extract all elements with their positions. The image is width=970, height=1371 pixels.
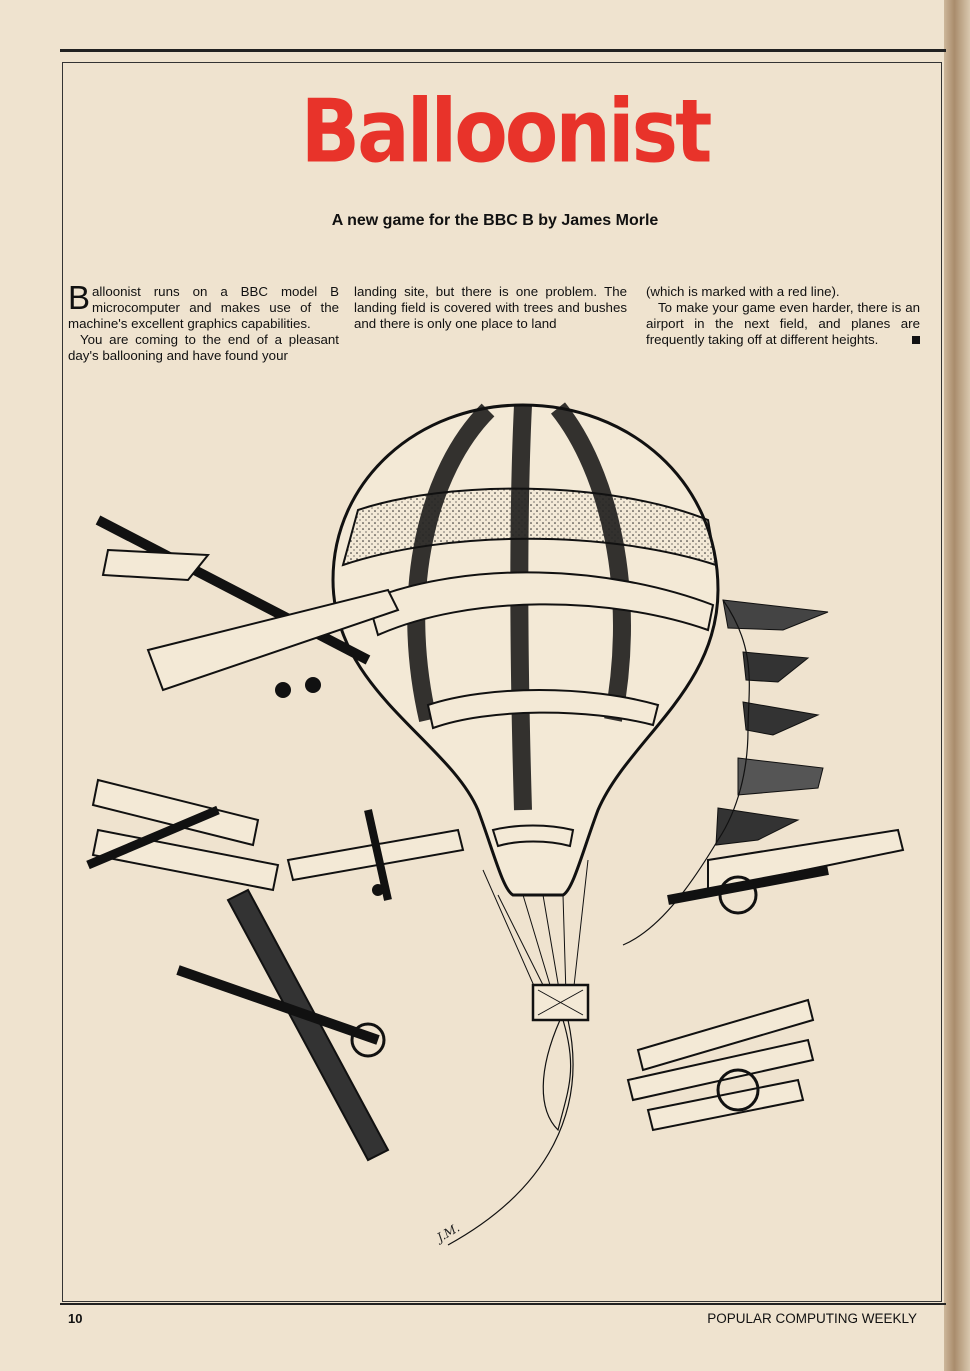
- biplane-left: [88, 780, 278, 890]
- publication-name: POPULAR COMPUTING WEEKLY: [707, 1311, 917, 1326]
- small-plane-center: [288, 810, 463, 900]
- balloon-illustration: [68, 390, 918, 1290]
- bottom-rule: [60, 1303, 946, 1305]
- paragraph: landing site, but there is one problem. The landing field is covered with trees and bushes and there is only one place to land: [354, 284, 627, 331]
- end-mark: [912, 336, 920, 344]
- artist-signature: J.M.: [434, 1220, 463, 1245]
- column-2: [354, 284, 627, 332]
- column-1: [68, 279, 339, 364]
- column-3: [646, 284, 920, 348]
- paragraph: You are coming to the end of a pleasant day's ballooning and have found your: [68, 332, 339, 363]
- drop-cap: B: [68, 279, 91, 316]
- top-rule: [60, 49, 946, 52]
- page-edge: [944, 0, 970, 1371]
- plane-right: [668, 830, 903, 913]
- article-title: Balloonist: [300, 82, 710, 183]
- page-number: 10: [68, 1311, 83, 1326]
- paragraph: To make your game even harder, there is an airport in the next field, and planes are frequently taking off at different heights.: [646, 300, 920, 347]
- triplane-bottom-right: [628, 1000, 813, 1130]
- article-subtitle: A new game for the BBC B by James Morle: [331, 212, 659, 229]
- paragraph: (which is marked with a red line).: [646, 284, 840, 299]
- paragraph: alloonist runs on a BBC model B microcomputer and makes use of the machine's excellent graphics capabilities.: [68, 284, 339, 331]
- dark-plane-bottom-left: [178, 890, 388, 1160]
